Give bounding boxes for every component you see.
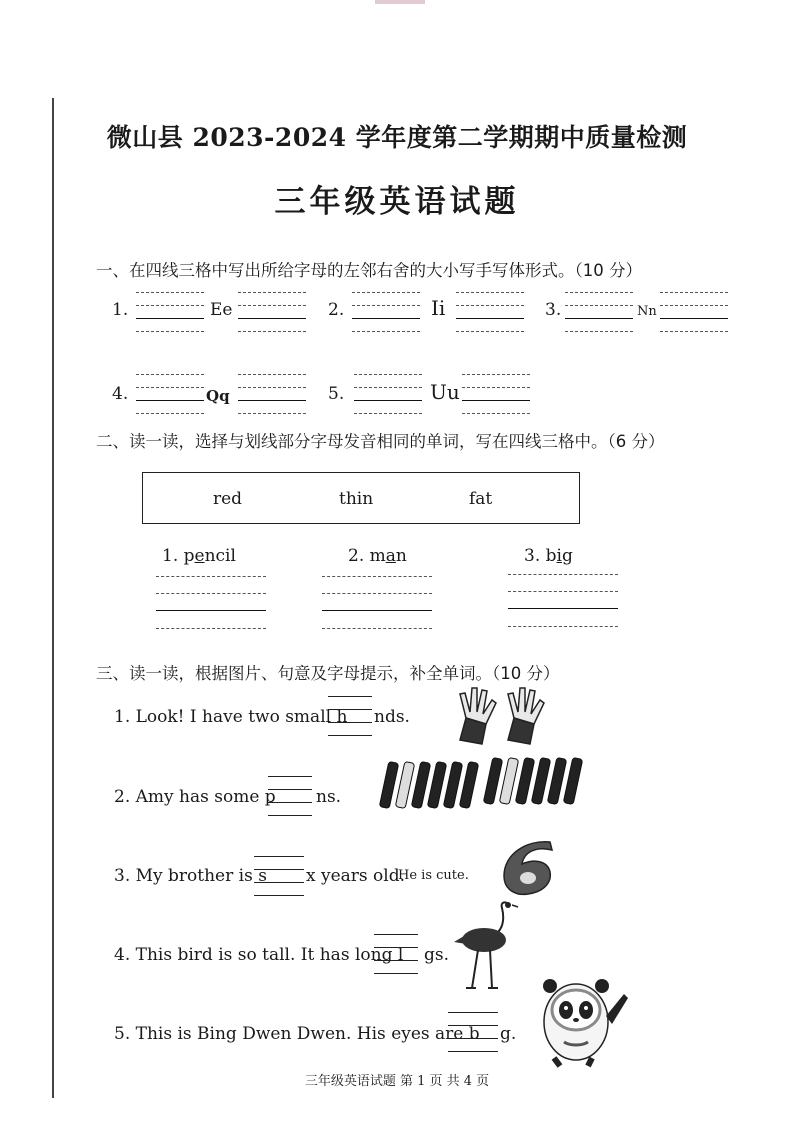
word-option: thin	[339, 489, 374, 509]
word-option: fat	[469, 489, 493, 509]
item-number: 5.	[328, 384, 345, 404]
sentence-end: x years old.	[306, 866, 406, 886]
margin-line	[52, 98, 54, 1098]
write-grid[interactable]	[136, 374, 204, 414]
write-grid[interactable]	[456, 292, 524, 332]
sentence-end: g.	[500, 1024, 517, 1044]
write-grid[interactable]	[238, 374, 306, 414]
word-box	[142, 472, 580, 524]
sentence-start: 2. Amy has some p	[114, 787, 276, 807]
phonics-word: 1. pencil	[162, 546, 236, 566]
phonics-word: 3. big	[524, 546, 573, 566]
item-number: 2.	[328, 300, 345, 320]
given-letter: Ii	[431, 296, 446, 320]
sentence-start: 3. My brother is s	[114, 866, 267, 886]
write-grid[interactable]	[660, 292, 728, 332]
bing-dwen-dwen-illustration	[530, 972, 630, 1068]
glove-left	[460, 688, 496, 744]
given-letter: Qq	[206, 387, 230, 405]
word-option: red	[213, 489, 243, 509]
sentence-start: 1. Look! I have two small h	[114, 707, 348, 727]
sentence-extra: He is cute.	[398, 868, 469, 883]
section1-heading: 一、在四线三格中写出所给字母的左邻右舍的大小写手写体形式。（10 分）	[96, 261, 642, 280]
given-letter: Uu	[430, 380, 460, 404]
item-number: 4.	[112, 384, 129, 404]
sentence-end: gs.	[424, 945, 450, 965]
item-number: 3.	[545, 300, 562, 320]
given-letter: Nn	[637, 304, 657, 319]
phonics-word: 2. man	[348, 546, 407, 566]
glove-right	[508, 688, 544, 744]
exam-title: 微山县 2023-2024 学年度第二学期期中质量检测	[106, 123, 688, 152]
sentence-start: 4. This bird is so tall. It has long l	[114, 945, 404, 965]
blank-lines[interactable]	[254, 856, 304, 896]
write-grid[interactable]	[352, 292, 420, 332]
write-grid[interactable]	[136, 292, 204, 332]
write-grid[interactable]	[238, 292, 306, 332]
blank-lines[interactable]	[448, 1012, 498, 1052]
write-grid[interactable]	[156, 576, 266, 630]
write-grid[interactable]	[322, 576, 432, 630]
blank-lines[interactable]	[268, 776, 312, 816]
number-six-illustration	[496, 836, 566, 898]
pens-illustration	[378, 756, 590, 816]
section2-heading: 二、读一读，选择与划线部分字母发音相同的单词，写在四线三格中。（6 分）	[96, 432, 665, 451]
page-footer: 三年级英语试题 第 1 页 共 4 页	[304, 1074, 490, 1089]
given-letter: Ee	[210, 300, 233, 320]
ostrich-illustration	[448, 896, 528, 992]
write-grid[interactable]	[462, 374, 530, 414]
exam-subtitle: 三年级英语试题	[274, 184, 520, 220]
sentence-start: 5. This is Bing Dwen Dwen. His eyes are b	[114, 1024, 480, 1044]
scan-mark	[375, 0, 425, 4]
section3-heading: 三、读一读，根据图片、句意及字母提示，补全单词。（10 分）	[96, 664, 560, 683]
hands-illustration	[452, 684, 552, 754]
sentence-end: nds.	[374, 707, 410, 727]
blank-lines[interactable]	[374, 934, 418, 974]
blank-lines[interactable]	[328, 696, 372, 736]
write-grid[interactable]	[565, 292, 633, 332]
sentence-end: ns.	[316, 787, 342, 807]
write-grid[interactable]	[508, 574, 618, 628]
item-number: 1.	[112, 300, 129, 320]
write-grid[interactable]	[354, 374, 422, 414]
